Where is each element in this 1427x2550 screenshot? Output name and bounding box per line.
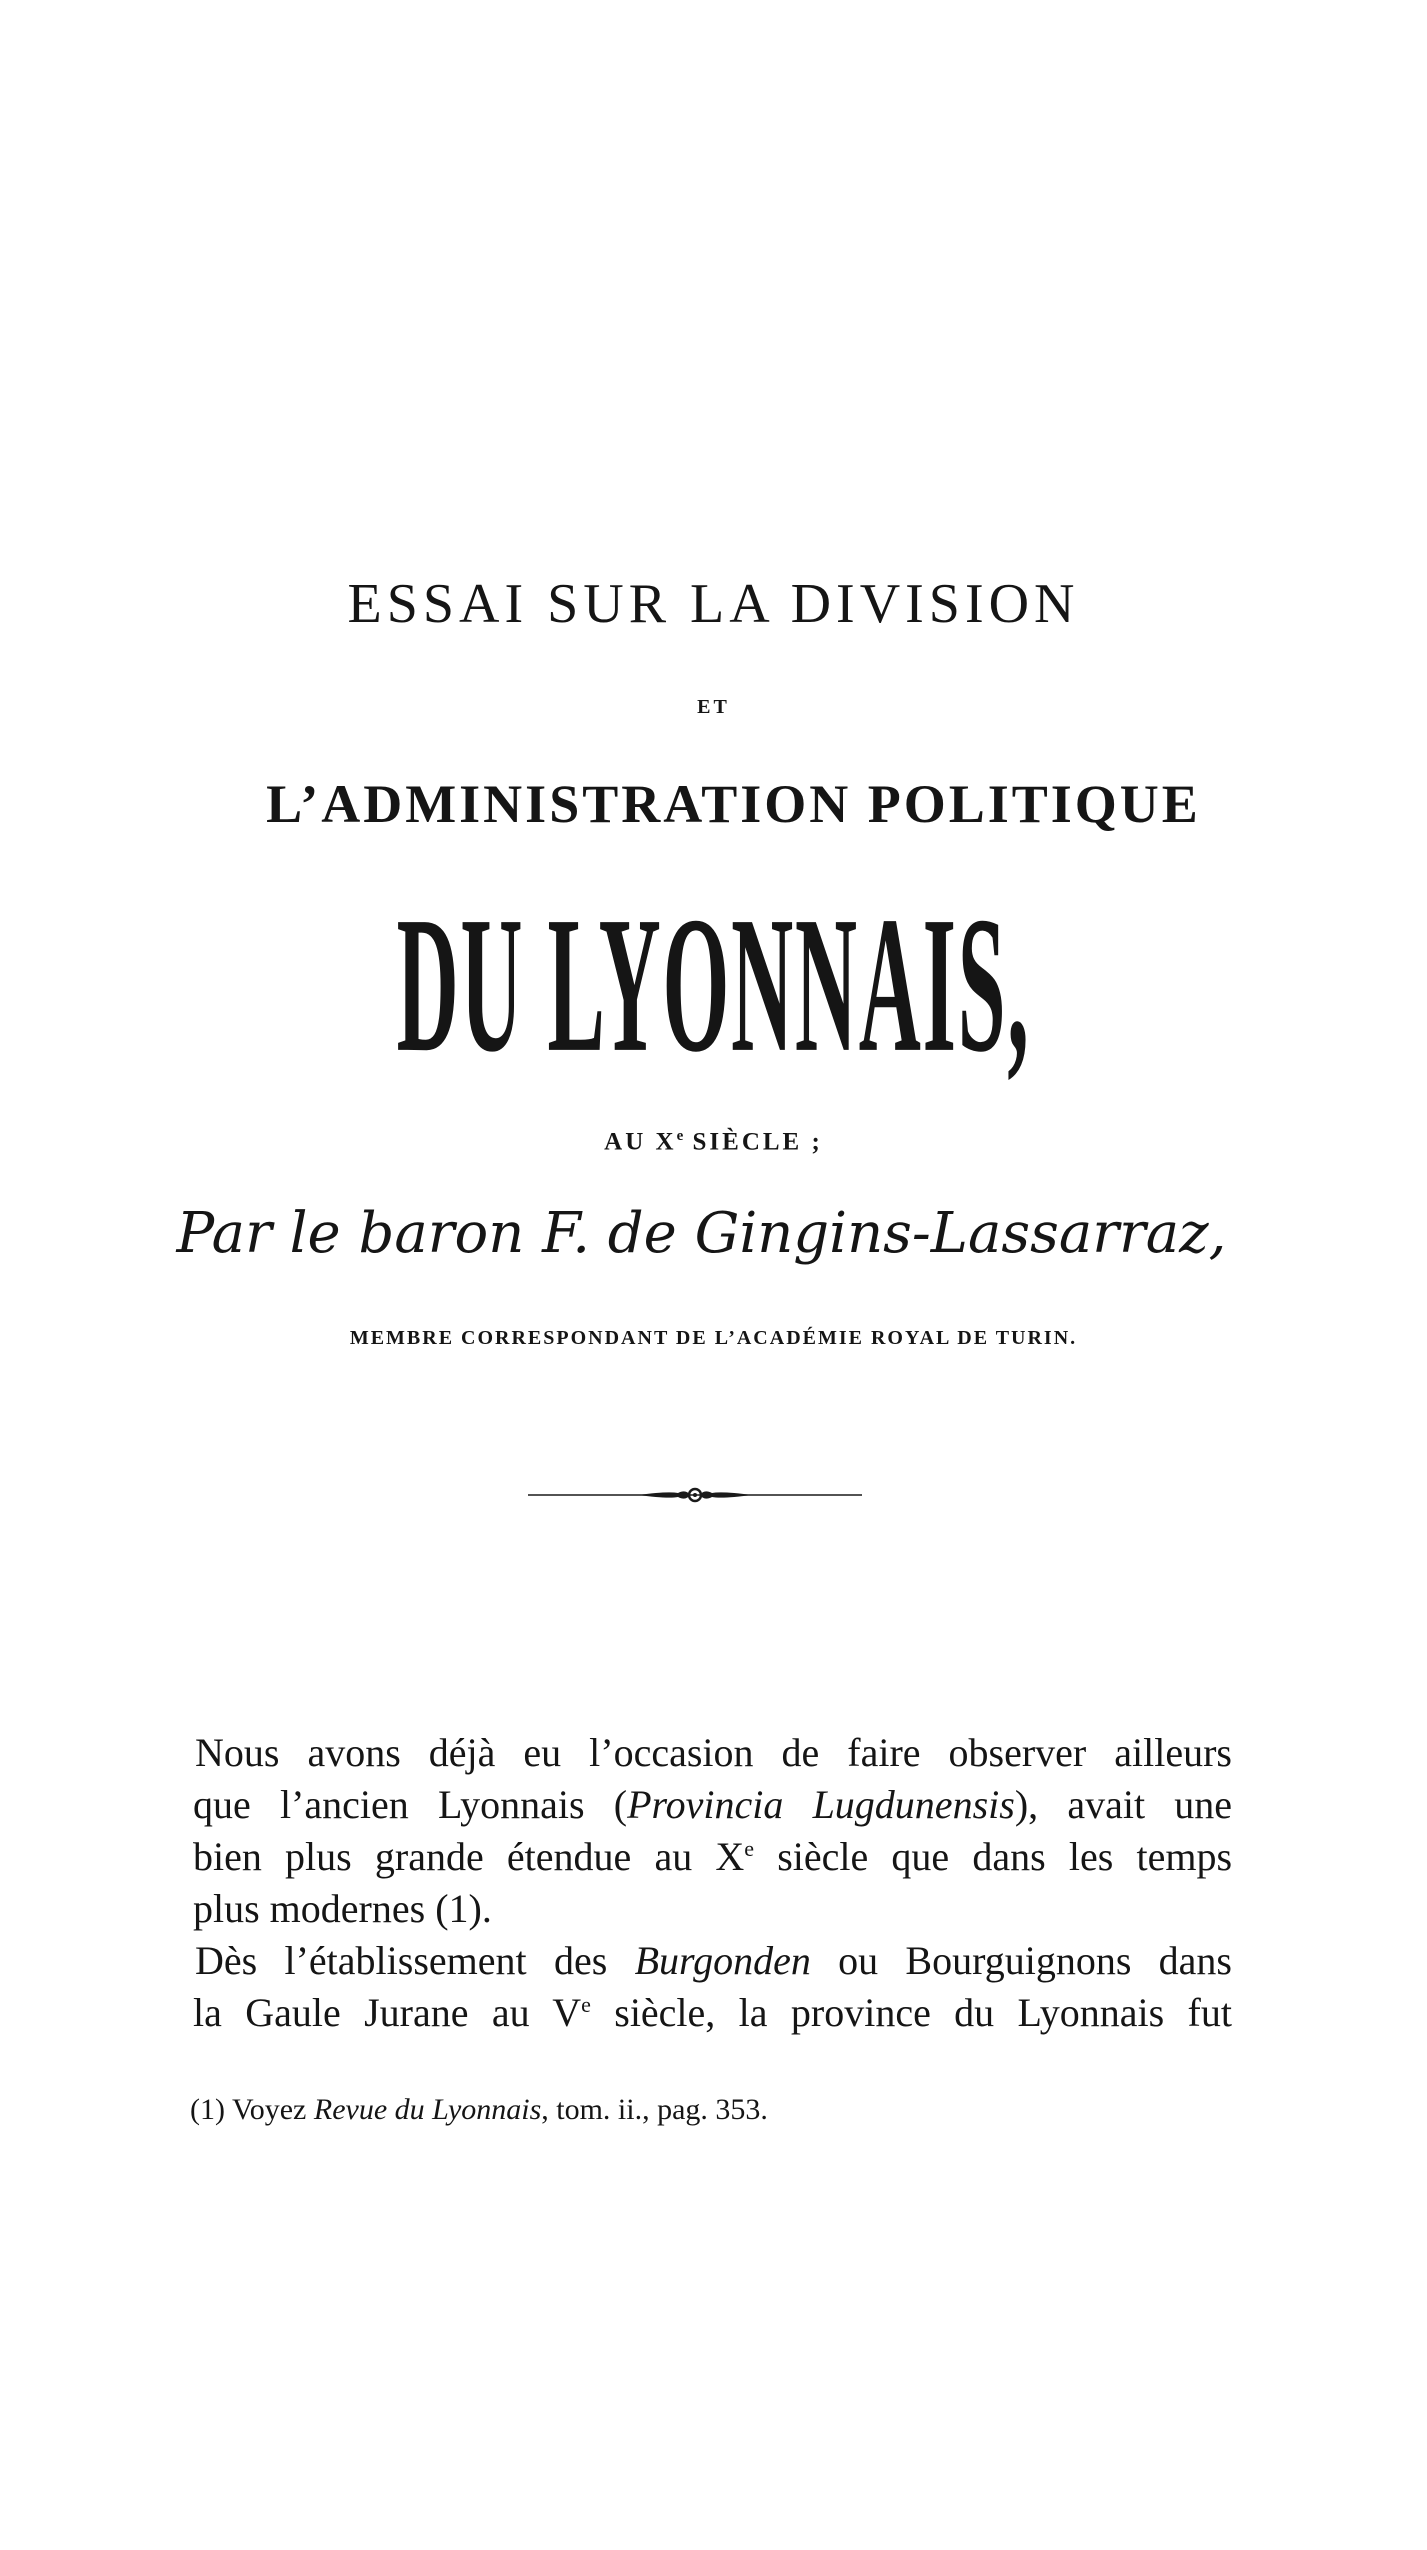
siecle-prefix: AU X (604, 1128, 677, 1156)
body-line-3 (193, 1831, 1232, 1883)
title-line-essai: ESSAI SUR LA DIVISION (347, 573, 1080, 635)
body-paragraphs (193, 1727, 1232, 2039)
body-line-2 (193, 1779, 1232, 1831)
title-block-lyonnais (0, 876, 1427, 1093)
body-text-span: Nous avons déjà eu l’occasion de faire observer ailleurs (195, 1730, 1232, 1775)
title-line-siecle (0, 1129, 1427, 1154)
body-text-span: plus modernes (1). (193, 1886, 492, 1931)
body-text-span: bien plus grande étendue au X (193, 1834, 745, 1879)
body-line-6 (193, 1987, 1232, 2039)
body-text-span: ), avait une (1014, 1782, 1233, 1827)
ornament-divider-icon (528, 1483, 862, 1507)
siecle-superscript: e (676, 1128, 684, 1144)
title-line-et: ET (697, 696, 730, 718)
footnote-text: , tom. ii., pag. 353. (541, 2093, 768, 2126)
title-line-lyonnais: DU LYONNAIS, (396, 876, 1031, 1093)
affiliation-line: MEMBRE CORRESPONDANT DE L’ACADÉMIE ROYAL DE TURIN. (349, 1327, 1078, 1349)
body-italic-span: Provincia Lugdunensis (627, 1782, 1015, 1827)
body-line-4 (193, 1883, 1232, 1935)
body-text-span: que l’ancien Lyonnais ( (193, 1782, 628, 1827)
title-line-administration: L’ADMINISTRATION POLITIQUE (266, 774, 1201, 834)
siecle-suffix: SIÈCLE ; (683, 1128, 823, 1156)
body-line-5 (193, 1935, 1232, 1987)
footnote-italic: Revue du Lyonnais (313, 2093, 542, 2126)
author-line: Par le baron F. de Gingins-Lassarraz, (176, 1201, 1227, 1266)
body-line-1 (193, 1727, 1232, 1779)
body-text-span: ou Bourguignons dans (810, 1938, 1232, 1983)
body-superscript: e (581, 1992, 591, 2017)
body-superscript: e (744, 1836, 755, 1861)
body-text-span: Dès l’établissement des (195, 1938, 635, 1983)
footnote-text: (1) Voyez (190, 2093, 314, 2126)
body-italic-span: Burgonden (634, 1938, 811, 1983)
body-text-span: siècle que dans les temps (754, 1834, 1233, 1879)
footnote (190, 2095, 768, 2125)
body-text-span: la Gaule Jurane au V (193, 1990, 582, 2035)
body-text-span: siècle, la province du Lyonnais fut (590, 1990, 1232, 2035)
